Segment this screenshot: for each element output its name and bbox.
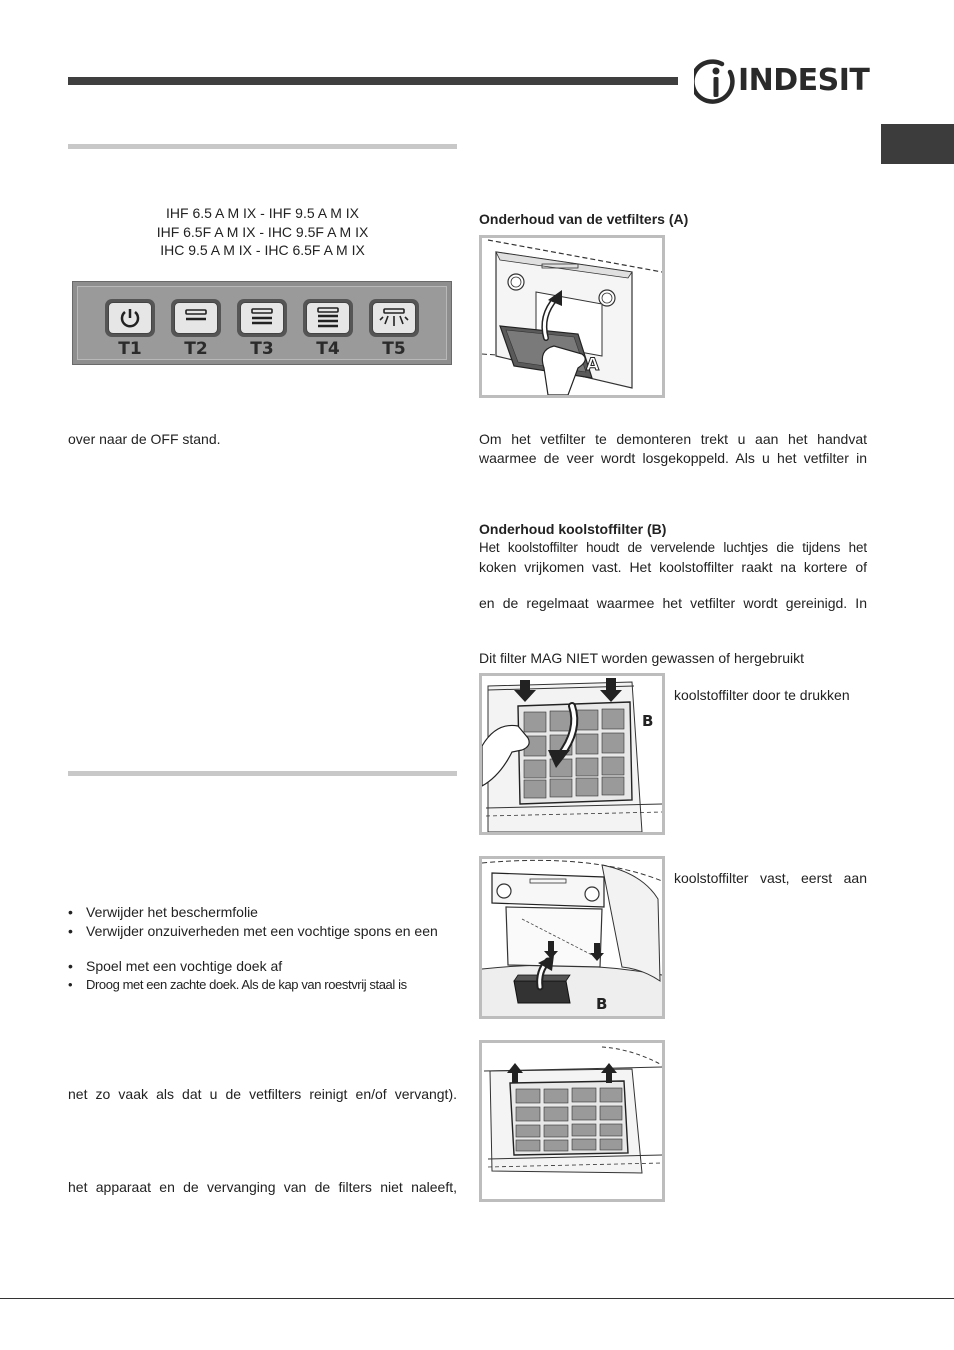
section-divider <box>68 144 457 149</box>
panel-button-t2 <box>171 299 221 337</box>
figure-carbon-filter-remove <box>479 673 665 835</box>
carbon-filter-lift-illustration <box>482 1043 662 1199</box>
grease-text-line: Om het vetfilter te demonteren trekt u aan het handvat <box>479 431 867 447</box>
figure-label: B <box>596 995 608 1013</box>
panel-button-t4 <box>303 299 353 337</box>
figure-label: A <box>586 355 600 375</box>
footer-line <box>0 1298 954 1299</box>
carbon-text-line: en de regelmaat waarmee het vetfilter wordt gereinigd. In <box>479 595 867 611</box>
light-icon <box>369 299 419 337</box>
brand-name: INDESIT <box>738 63 870 98</box>
carbon-warning: Dit filter MAG NIET worden gewassen of hergebruikt <box>479 650 804 666</box>
speed-3-icon <box>303 299 353 337</box>
grease-filter-illustration <box>482 238 662 395</box>
model-line: IHC 9.5 A M IX - IHC 6.5F A M IX <box>160 242 365 258</box>
model-line: IHF 6.5F A M IX - IHC 9.5F A M IX <box>156 223 369 240</box>
speed-1-icon <box>171 299 221 337</box>
figure-grease-filter <box>479 235 665 398</box>
control-panel-face <box>77 286 447 360</box>
list-item: • Verwijder het beschermfolie <box>68 903 457 922</box>
figure-carbon-filter-lift <box>479 1040 665 1202</box>
model-line: IHF 6.5 A M IX - IHF 9.5 A M IX <box>166 205 359 221</box>
power-icon <box>105 299 155 337</box>
paragraph-filters: net zo vaak als dat u de vetfilters reinigt en/of vervangt). <box>68 1086 457 1102</box>
control-panel-illustration <box>72 281 452 365</box>
panel-label: T4 <box>316 339 340 359</box>
panel-label: T3 <box>250 339 274 359</box>
off-instruction: over naar de OFF stand. <box>68 431 221 447</box>
header-bar <box>68 77 678 85</box>
heading-grease-filters: Onderhoud van de vetfilters (A) <box>479 211 689 227</box>
figure-label: B <box>642 712 654 730</box>
list-item: • Spoel met een vochtige doek af <box>68 957 457 976</box>
panel-button-t5 <box>369 299 419 337</box>
carbon-filter-remove-illustration <box>482 676 662 832</box>
grease-text-line: waarmee de veer wordt losgekoppeld. Als u het vetfilter in <box>479 450 867 466</box>
list-item: • Verwijder onzuiverheden met een vochtige spons en een <box>68 922 457 941</box>
panel-label: T1 <box>118 339 142 359</box>
section-divider <box>68 771 457 776</box>
info-circle-icon <box>694 58 738 106</box>
carbon-text-line: koken vrijkomen vast. Het koolstoffilter raakt na kortere of <box>479 559 867 575</box>
cleaning-bullets-2 <box>68 957 457 994</box>
paragraph-warranty: het apparaat en de vervanging van de filters niet naleeft, <box>68 1179 457 1195</box>
figure-carbon-filter-install <box>479 856 665 1019</box>
panel-label: T5 <box>382 339 406 359</box>
list-item: • Droog met een zachte doek. Als de kap van roestvrij staal is <box>68 976 457 995</box>
cleaning-bullets-1 <box>68 903 457 940</box>
panel-button-t3 <box>237 299 287 337</box>
panel-button-t1 <box>105 299 155 337</box>
heading-carbon-filter: Onderhoud koolstoffilter (B) <box>479 521 667 537</box>
carbon-install-text: koolstoffilter vast, eerst aan <box>674 870 867 886</box>
carbon-filter-install-illustration <box>482 859 662 1016</box>
brand-logo <box>694 58 872 106</box>
speed-2-icon <box>237 299 287 337</box>
carbon-remove-text: koolstoffilter door te drukken <box>674 687 850 703</box>
carbon-text-line: Het koolstoffilter houdt de vervelende luchtjes die tijdens het <box>479 540 867 555</box>
language-tab <box>881 124 954 164</box>
panel-label: T2 <box>184 339 208 359</box>
model-list <box>68 204 457 260</box>
